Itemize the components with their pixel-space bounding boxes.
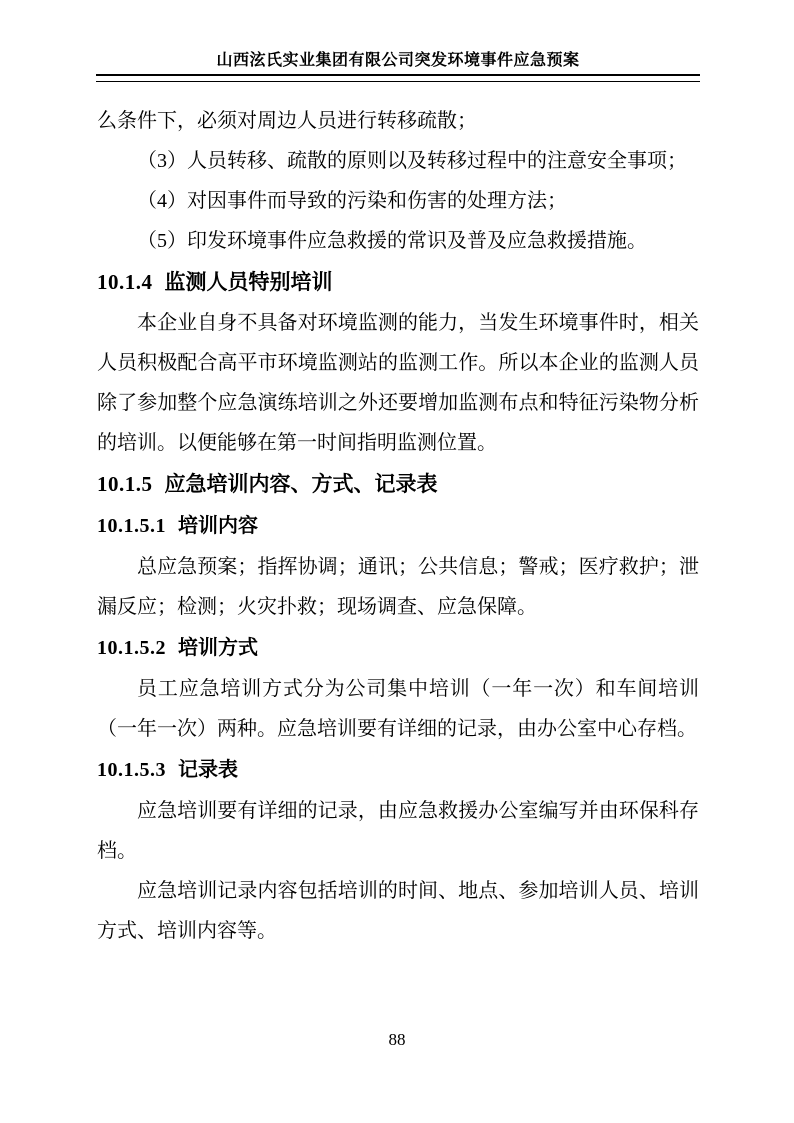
section-heading-10-1-5-3 — [97, 749, 699, 791]
header-double-rule — [96, 74, 700, 82]
page-number: 88 — [388, 1030, 406, 1049]
section-title: 培训方式 — [178, 637, 258, 659]
section-10-1-5-2-paragraph: 员工应急培训方式分为公司集中培训（一年一次）和车间培训（一年一次）两种。应急培训要有详细的记录，由办公室中心存档。 — [97, 678, 699, 740]
header-title: 山西泫氏实业集团有限公司突发环境事件应急预案 — [216, 52, 580, 69]
section-10-1-4-paragraph: 本企业自身不具备对环境监测的能力，当发生环境事件时，相关人员积极配合高平市环境监测站的监测工作。所以本企业的监测人员除了参加整个应急演练培训之外还要增加监测布点和特征污染物分析的培训。以便能够在第一时间指明监测位置。 — [97, 312, 699, 454]
section-10-1-5-3-paragraph-1: 应急培训要有详细的记录，由应急救援办公室编写并由环保科存档。 — [97, 800, 699, 862]
section-title: 培训内容 — [178, 515, 258, 537]
section-title: 应急培训内容、方式、记录表 — [164, 472, 438, 496]
section-10-1-5-1-paragraph: 总应急预案；指挥协调；通讯；公共信息；警戒；医疗救护；泄漏反应；检测；火灾扑救；现场调查、应急保障。 — [97, 556, 699, 618]
paragraph-continuation: 么条件下，必须对周边人员进行转移疏散； — [97, 110, 477, 132]
section-heading-10-1-4 — [97, 261, 699, 303]
page-footer — [0, 1030, 794, 1050]
section-title: 记录表 — [178, 759, 238, 781]
section-heading-10-1-5-2 — [97, 627, 699, 669]
section-number: 10.1.5.2 — [97, 637, 166, 659]
section-heading-10-1-5-1 — [97, 505, 699, 547]
document-body — [97, 101, 699, 951]
section-title: 监测人员特别培训 — [164, 270, 333, 294]
section-number: 10.1.5.1 — [97, 515, 166, 537]
section-heading-10-1-5 — [97, 463, 699, 505]
section-number: 10.1.5.3 — [97, 759, 166, 781]
list-item-4: （4）对因事件而导致的污染和伤害的处理方法； — [137, 190, 567, 212]
section-number: 10.1.4 — [97, 270, 153, 294]
list-item-3: （3）人员转移、疏散的原则以及转移过程中的注意安全事项； — [137, 150, 687, 172]
section-number: 10.1.5 — [97, 472, 153, 496]
page-header — [96, 0, 700, 82]
list-item-5: （5）印发环境事件应急救援的常识及普及应急救援措施。 — [137, 230, 647, 252]
section-10-1-5-3-paragraph-2: 应急培训记录内容包括培训的时间、地点、参加培训人员、培训方式、培训内容等。 — [97, 880, 699, 942]
